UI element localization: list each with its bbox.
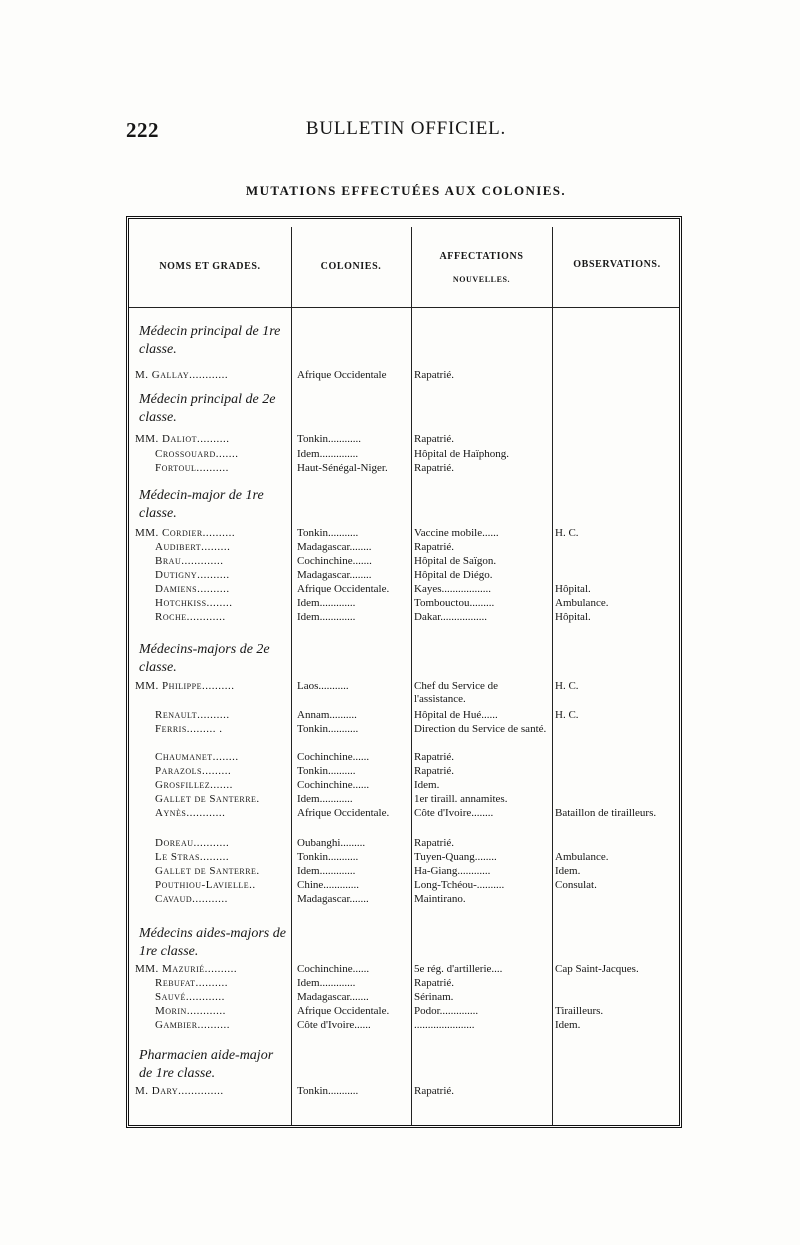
colony-cell: Cochinchine......	[297, 751, 370, 763]
name-cell: Morin............	[155, 1005, 226, 1017]
affectation-cell: Long-Tchéou-..........	[414, 879, 505, 891]
observation-cell: Hôpital.	[555, 611, 591, 623]
affectation-cell: Rapatrié.	[414, 462, 455, 474]
affectation-cell: Direction du Service de santé.	[414, 723, 547, 735]
affectation-cell: Tombouctou.........	[414, 597, 495, 609]
colony-cell: Cochinchine......	[297, 779, 370, 791]
name-cell: Gallet de Santerre.	[155, 793, 260, 805]
column-header-observations: OBSERVATIONS.	[573, 259, 661, 270]
observation-cell: Idem.	[555, 865, 581, 877]
group-heading: Pharmacien aide-major de 1re classe.	[139, 1048, 274, 1081]
name-cell: Gallet de Santerre.	[155, 865, 260, 877]
affectation-cell: Côte d'Ivoire........	[414, 807, 494, 819]
colony-cell: Tonkin...........	[297, 527, 359, 539]
section-title: MUTATIONS EFFECTUÉES AUX COLONIES.	[245, 183, 567, 198]
affectation-cell: Hôpital de Hué......	[414, 709, 498, 721]
observation-cell: H. C.	[555, 709, 579, 721]
observation-cell: Tirailleurs.	[555, 1005, 604, 1017]
name-cell: Hotchkiss........	[155, 597, 233, 609]
colony-cell: Idem.............	[297, 611, 356, 623]
name-cell: Le Stras.........	[155, 851, 230, 863]
affectation-cell: Vaccine mobile......	[414, 527, 499, 539]
colony-cell: Afrique Occidentale.	[297, 583, 390, 595]
affectation-cell: 5e rég. d'artillerie....	[414, 963, 503, 975]
observation-cell: Ambulance.	[555, 597, 609, 609]
affectation-cell: ......................	[414, 1019, 475, 1031]
page-header	[126, 118, 686, 144]
group-heading: Médecins-majors de 2e classe.	[139, 642, 270, 675]
group-heading: Médecin principal de 2e classe.	[139, 392, 276, 425]
column-divider	[411, 227, 412, 1125]
colony-cell: Idem..............	[297, 448, 359, 460]
name-cell: Parazols.........	[155, 765, 232, 777]
mutations-table	[126, 216, 682, 1128]
affectation-cell: Rapatrié.	[414, 837, 455, 849]
colony-cell: Madagascar.......	[297, 893, 369, 905]
name-cell: M. Dary..............	[135, 1085, 224, 1097]
affectation-cell: Hôpital de Haïphong.	[414, 448, 510, 460]
name-cell: Brau.............	[155, 555, 224, 567]
affectation-cell: Hôpital de Saïgon.	[414, 555, 497, 567]
colony-cell: Idem.............	[297, 597, 356, 609]
affectation-cell: Podor..............	[414, 1005, 479, 1017]
name-cell: MM. Philippe..........	[135, 680, 235, 692]
colony-cell: Cochinchine......	[297, 963, 370, 975]
name-cell: Doreau...........	[155, 837, 230, 849]
observation-cell: H. C.	[555, 527, 579, 539]
affectation-cell: Rapatrié.	[414, 751, 455, 763]
name-cell: Dutigny..........	[155, 569, 230, 581]
column-header-affectations: AFFECTATIONS	[439, 251, 524, 262]
colony-cell: Madagascar........	[297, 569, 372, 581]
name-cell: Damiens..........	[155, 583, 230, 595]
colony-cell: Tonkin............	[297, 433, 362, 445]
name-cell: MM. Mazurié..........	[135, 963, 238, 975]
colony-cell: Côte d'Ivoire......	[297, 1019, 371, 1031]
colony-cell: Madagascar........	[297, 541, 372, 553]
colony-cell: Tonkin...........	[297, 723, 359, 735]
colony-cell: Idem.............	[297, 865, 356, 877]
affectation-cell: 1er tiraill. annamites.	[414, 793, 508, 805]
group-heading: Médecins aides-majors de 1re classe.	[139, 926, 286, 959]
name-cell: Pouthiou-Lavielle..	[155, 879, 256, 891]
colony-cell: Afrique Occidentale	[297, 369, 387, 381]
colony-cell: Tonkin...........	[297, 1085, 359, 1097]
colony-cell: Annam..........	[297, 709, 357, 721]
colony-cell: Tonkin...........	[297, 851, 359, 863]
colony-cell: Cochinchine.......	[297, 555, 372, 567]
affectation-cell: Rapatrié.	[414, 977, 455, 989]
affectation-cell: Rapatrié.	[414, 765, 455, 777]
name-cell: MM. Daliot..........	[135, 433, 230, 445]
colony-cell: Tonkin..........	[297, 765, 356, 777]
affectation-cell: Hôpital de Diégo.	[414, 569, 493, 581]
name-cell: Sauvé............	[155, 991, 225, 1003]
colony-cell: Idem.............	[297, 977, 356, 989]
name-cell: Ferris......... .	[155, 723, 223, 735]
affectation-cell: Rapatrié.	[414, 541, 455, 553]
observation-cell: Idem.	[555, 1019, 581, 1031]
name-cell: Gambier..........	[155, 1019, 231, 1031]
column-header-nouvelles: NOUVELLES.	[452, 275, 511, 284]
name-cell: MM. Cordier..........	[135, 527, 236, 539]
affectation-cell: Chef du Service de l'assistance.	[414, 680, 498, 705]
name-cell: Fortoul..........	[155, 462, 229, 474]
affectation-cell: Rapatrié.	[414, 369, 455, 381]
colony-cell: Chine.............	[297, 879, 360, 891]
affectation-cell: Maintirano.	[414, 893, 466, 905]
name-cell: Cavaud...........	[155, 893, 228, 905]
colony-cell: Laos...........	[297, 680, 349, 692]
name-cell: Grosfillez.......	[155, 779, 233, 791]
affectation-cell: Kayes..................	[414, 583, 491, 595]
observation-cell: Consulat.	[555, 879, 597, 891]
journal-title: BULLETIN OFFICIEL.	[305, 118, 507, 139]
name-cell: M. Gallay............	[135, 369, 229, 381]
column-divider	[552, 227, 553, 1125]
observation-cell: Bataillon de tirailleurs.	[555, 807, 657, 819]
name-cell: Crossouard.......	[155, 448, 239, 460]
affectation-cell: Rapatrié.	[414, 433, 455, 445]
colony-cell: Haut-Sénégal-Niger.	[297, 462, 388, 474]
affectation-cell: Ha-Giang............	[414, 865, 491, 877]
column-header-noms: NOMS ET GRADES.	[159, 261, 261, 272]
affectation-cell: Idem.	[414, 779, 440, 791]
affectation-cell: Sérinam.	[414, 991, 454, 1003]
colony-cell: Afrique Occidentale.	[297, 807, 390, 819]
colony-cell: Afrique Occidentale.	[297, 1005, 390, 1017]
colony-cell: Oubanghi.........	[297, 837, 366, 849]
name-cell: Chaumanet........	[155, 751, 239, 763]
name-cell: Renault..........	[155, 709, 230, 721]
observation-cell: Cap Saint-Jacques.	[555, 963, 639, 975]
observation-cell: Ambulance.	[555, 851, 609, 863]
name-cell: Roche............	[155, 611, 226, 623]
colony-cell: Idem............	[297, 793, 353, 805]
name-cell: Audibert.........	[155, 541, 231, 553]
affectation-cell: Tuyen-Quang........	[414, 851, 497, 863]
colony-cell: Madagascar.......	[297, 991, 369, 1003]
affectation-cell: Rapatrié.	[414, 1085, 455, 1097]
page-number: 222	[126, 118, 159, 142]
observation-cell: H. C.	[555, 680, 579, 692]
header-rule	[129, 307, 679, 308]
group-heading: Médecin-major de 1re classe.	[139, 488, 264, 521]
observation-cell: Hôpital.	[555, 583, 591, 595]
affectation-cell: Dakar.................	[414, 611, 488, 623]
group-heading: Médecin principal de 1re classe.	[139, 324, 281, 357]
column-header-colonies: COLONIES.	[320, 261, 382, 272]
name-cell: Rebufat..........	[155, 977, 228, 989]
name-cell: Aynès............	[155, 807, 226, 819]
